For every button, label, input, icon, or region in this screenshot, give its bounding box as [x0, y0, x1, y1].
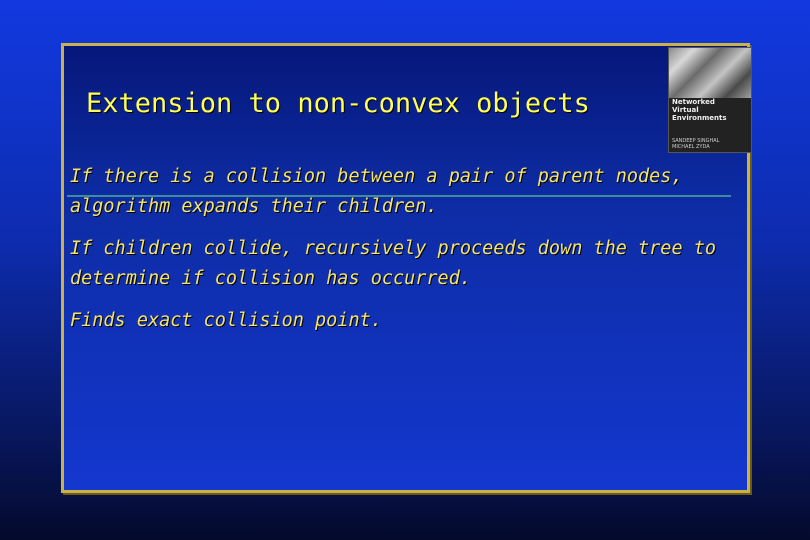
book-cover-author: SANDEEP SINGHAL MICHAEL ZYDA [672, 138, 720, 150]
bullet-paragraph: Finds exact collision point. [70, 310, 382, 331]
slide-title: Extension to non-convex objects [86, 88, 590, 119]
book-cover-photo [669, 48, 751, 98]
bullet-paragraph: If there is a collision between a pair of parent nodes, algorithm expands their children. [70, 166, 683, 217]
slide-body [70, 162, 740, 348]
book-cover-title: Networked Virtual Environments [672, 98, 727, 122]
book-cover-image [668, 47, 752, 153]
bullet-paragraph: If children collide, recursively proceeds down the tree to determine if collision has occurred. [70, 238, 717, 289]
